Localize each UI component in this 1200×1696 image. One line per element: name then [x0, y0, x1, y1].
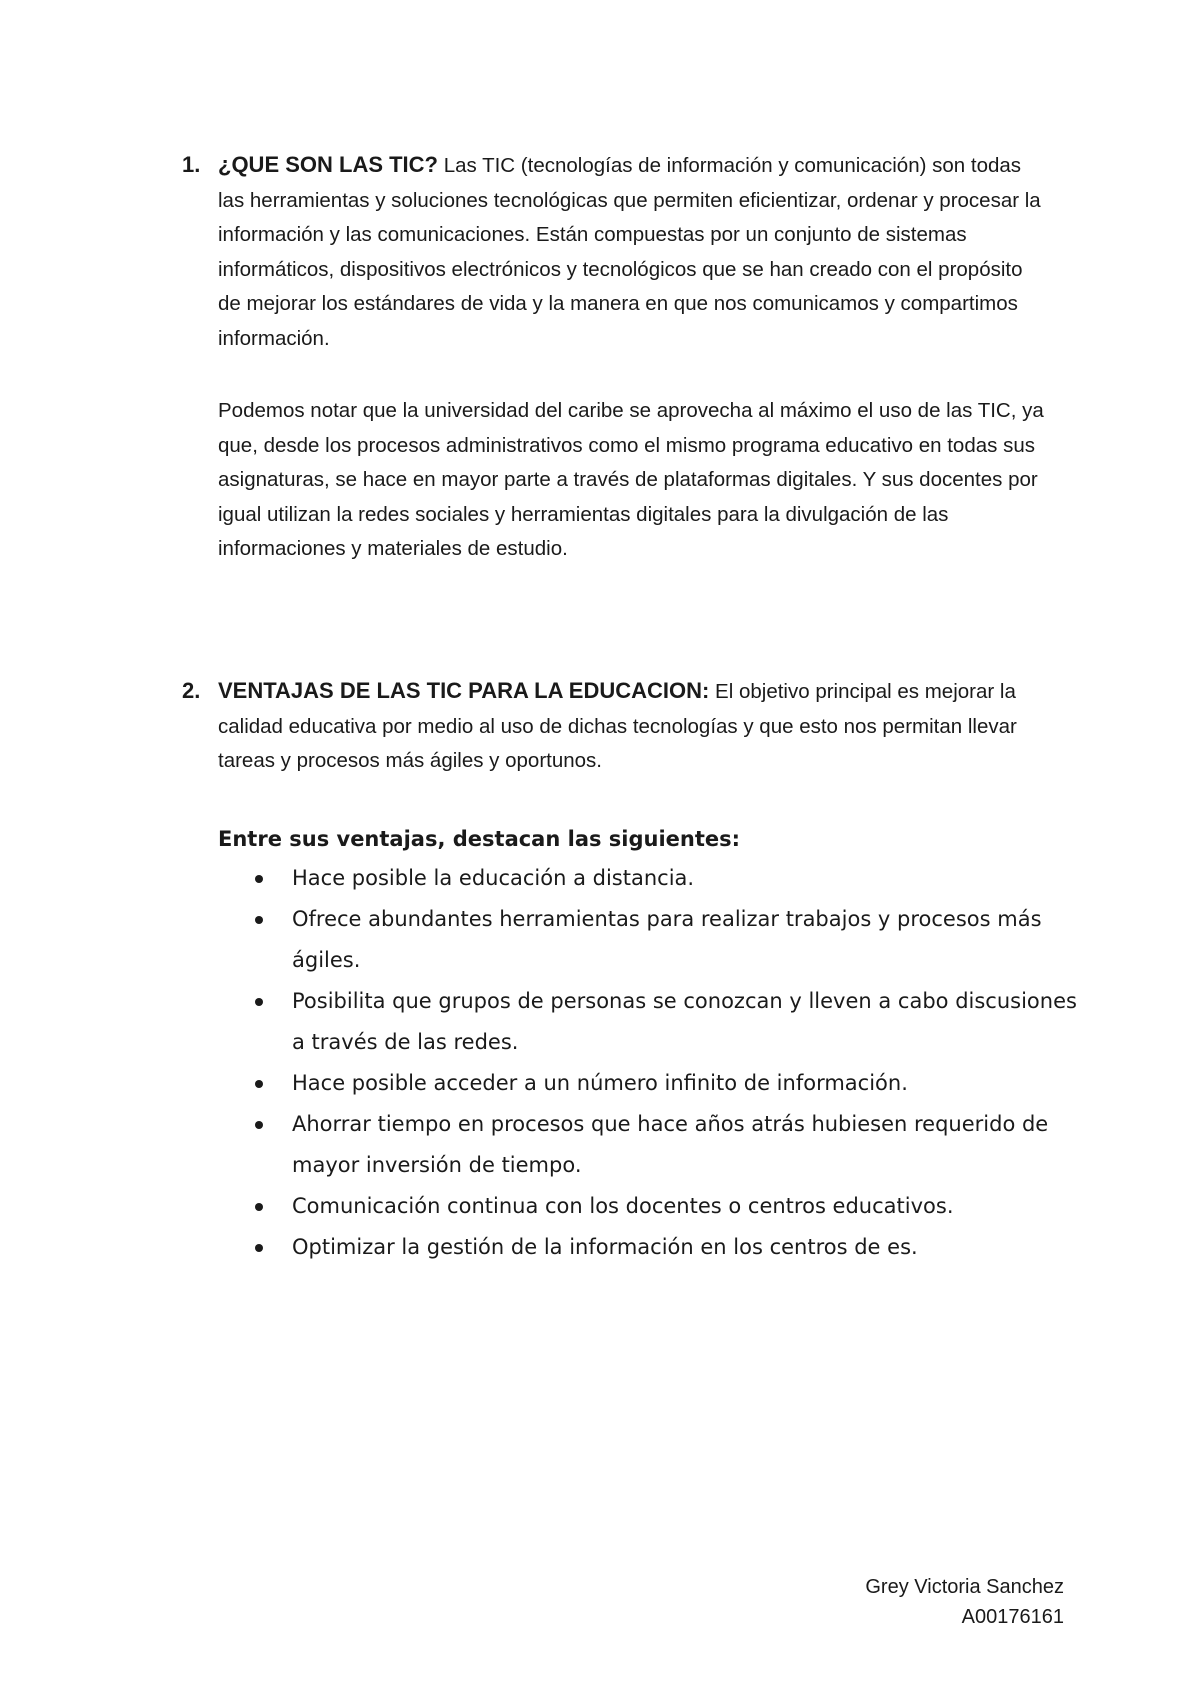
- list-item-text: Optimizar la gestión de la información en los centros de es.: [292, 1235, 918, 1259]
- author-name: Grey Victoria Sanchez: [865, 1576, 1064, 1598]
- list-item: [218, 1186, 1078, 1227]
- list-item-text: Hace posible acceder a un número infinito de información.: [292, 1071, 908, 1095]
- section-1-body: Podemos notar que la universidad del caribe se aprovecha al máximo el uso de las TIC, ya que, desde los procesos administrativos como el mismo programa educativo en todas sus asignaturas, se hace en mayor parte a través de plataformas digitales. Y sus docentes por igual utilizan la redes sociales y herramientas digitales para la divulgación de las informaciones y materiales de estudio.: [218, 399, 1044, 560]
- section-2-number: 2.: [182, 678, 201, 703]
- list-item: [218, 1227, 1078, 1268]
- bullet-icon: [255, 916, 263, 924]
- list-item-text: Hace posible la educación a distancia.: [292, 866, 695, 890]
- section-1-intro: Las TIC (tecnologías de información y comunicación) son todas las herramientas y soluciones tecnológicas que permiten eficientizar, ordenar y procesar la información y las comunicaciones. Están compuestas por un conjunto de sistemas informáticos, dispositivos electrónicos y tecnológicos que se han creado con el propósito de mejorar los estándares de vida y la manera en que nos comunicamos y compartimos información.: [218, 154, 1041, 350]
- student-id: A00176161: [961, 1606, 1064, 1628]
- signature-block: [865, 1572, 1064, 1632]
- section-1: [182, 148, 1048, 356]
- section-2: [182, 674, 1048, 779]
- bullet-icon: [255, 875, 263, 883]
- section-1-number: 1.: [182, 152, 201, 177]
- section-2-intro: El objetivo principal es mejorar la calidad educativa por medio al uso de dichas tecnologías y que esto nos permitan llevar tareas y procesos más ágiles y oportunos.: [218, 680, 1017, 772]
- list-item-text: Posibilita que grupos de personas se conozcan y lleven a cabo discusiones a través de las redes.: [292, 989, 1077, 1054]
- list-item: [218, 858, 1078, 899]
- advantages-list: [218, 858, 1078, 1268]
- advantages-subheading: Entre sus ventajas, destacan las siguientes:: [218, 827, 741, 851]
- list-item-text: Ahorrar tiempo en procesos que hace años atrás hubiesen requerido de mayor inversión de tiempo.: [292, 1112, 1049, 1177]
- bullet-icon: [255, 1121, 263, 1129]
- list-item: [218, 899, 1078, 981]
- bullet-icon: [255, 1244, 263, 1252]
- list-item-text: Ofrece abundantes herramientas para realizar trabajos y procesos más ágiles.: [292, 907, 1042, 972]
- section-1-paragraph-2: [218, 394, 1048, 567]
- section-1-heading: ¿QUE SON LAS TIC?: [218, 152, 438, 177]
- list-item: [218, 1063, 1078, 1104]
- bullet-icon: [255, 998, 263, 1006]
- bullet-icon: [255, 1080, 263, 1088]
- section-2-heading: VENTAJAS DE LAS TIC PARA LA EDUCACION:: [218, 678, 710, 703]
- list-item-text: Comunicación continua con los docentes o centros educativos.: [292, 1194, 954, 1218]
- section-1-paragraph: [218, 148, 1048, 356]
- bullet-icon: [255, 1203, 263, 1211]
- section-2-paragraph: [218, 674, 1048, 779]
- list-item: [218, 1104, 1078, 1186]
- list-item: [218, 981, 1078, 1063]
